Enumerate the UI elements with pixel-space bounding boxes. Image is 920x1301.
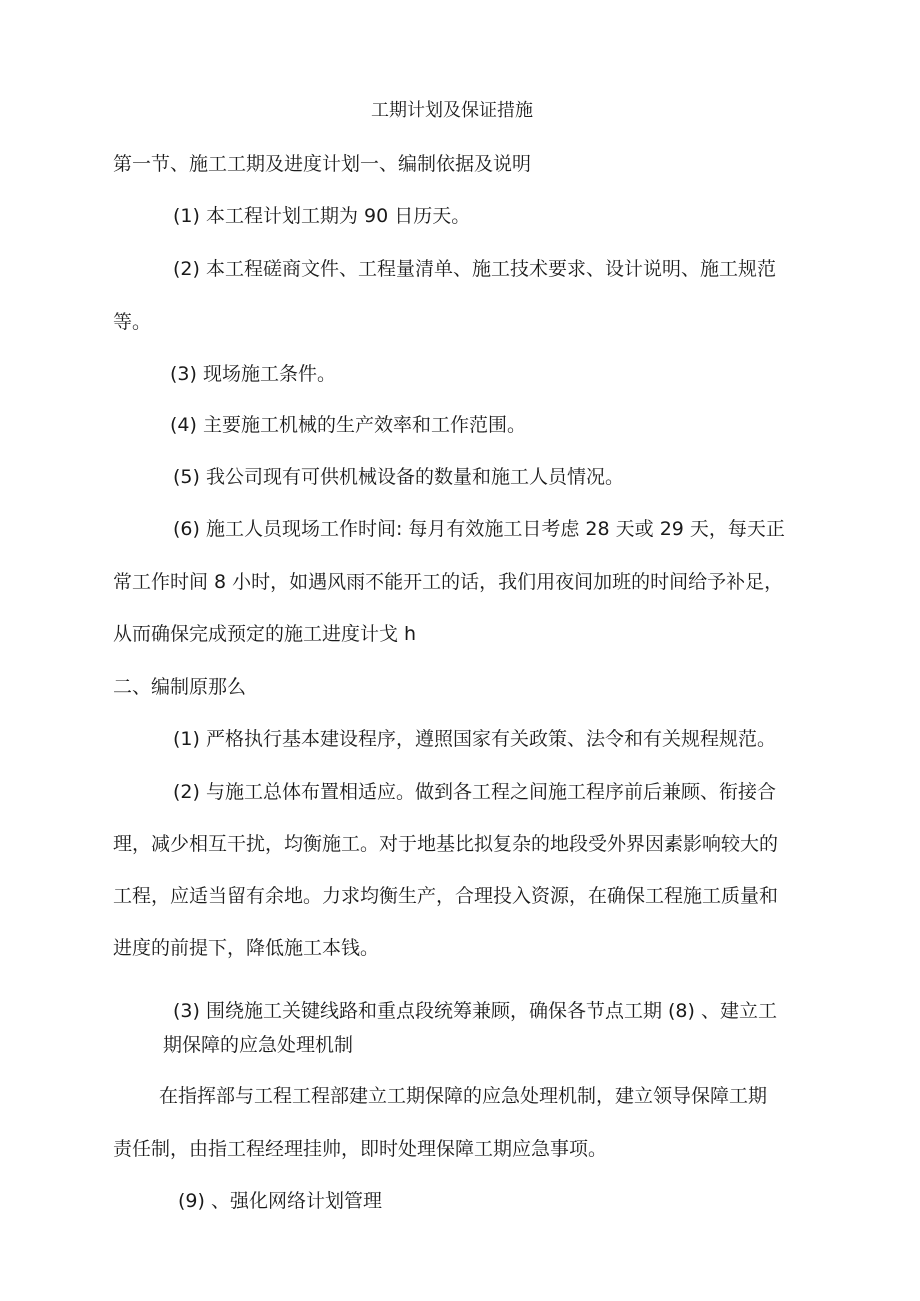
- paragraph-line: 理，减少相互干扰，均衡施工。对于地基比拟复杂的地段受外界因素影响较大的: [113, 833, 779, 855]
- paragraph-line: (5) 我公司现有可供机械设备的数量和施工人员情况。: [173, 466, 624, 488]
- paragraph-line: 进度的前提下，降低施工本钱。: [113, 937, 380, 959]
- paragraph-line: 工程，应适当留有余地。力求均衡生产，合理投入资源，在确保工程施工质量和: [113, 885, 779, 907]
- paragraph-line: (2) 本工程磋商文件、工程量清单、施工技术要求、设计说明、施工规范: [173, 258, 776, 280]
- paragraph-line: (6) 施工人员现场工作时间: 每月有效施工日考虑 28 天或 29 天，每天正: [173, 518, 785, 540]
- paragraph-line: (2) 与施工总体布置相适应。做到各工程之间施工程序前后兼顾、衔接合: [173, 781, 776, 803]
- paragraph-line: 在指挥部与工程工程部建立工期保障的应急处理机制，建立领导保障工期: [159, 1085, 768, 1107]
- paragraph-line: 常工作时间 8 小时，如遇风雨不能开工的话，我们用夜间加班的时间给予补足，: [113, 571, 784, 593]
- paragraph-line: (3) 现场施工条件。: [170, 363, 336, 385]
- paragraph-line: 责任制，由指工程经理挂帅，即时处理保障工期应急事项。: [113, 1138, 608, 1160]
- paragraph-line: 期保障的应急处理机制: [163, 1034, 354, 1056]
- paragraph-line: (1) 本工程计划工期为 90 日历天。: [173, 205, 471, 227]
- paragraph-line: (1) 严格执行基本建设程序，遵照国家有关政策、法令和有关规程规范。: [173, 728, 776, 750]
- paragraph-line: 从而确保完成预定的施工进度计戈 h: [113, 623, 417, 645]
- section-heading: 第一节、施工工期及进度计划一、编制依据及说明: [113, 153, 532, 175]
- paragraph-line: (4) 主要施工机械的生产效率和工作范围。: [170, 414, 526, 436]
- document-title: 工期计划及保证措施: [371, 100, 533, 121]
- paragraph-line: 等。: [113, 311, 152, 333]
- paragraph-line: (3) 围绕施工关键线路和重点段统筹兼顾，确保各节点工期 (8) 、建立工: [173, 1000, 777, 1022]
- section-heading: (9) 、强化网络计划管理: [178, 1190, 382, 1212]
- section-heading: 二、编制原那么: [113, 676, 247, 698]
